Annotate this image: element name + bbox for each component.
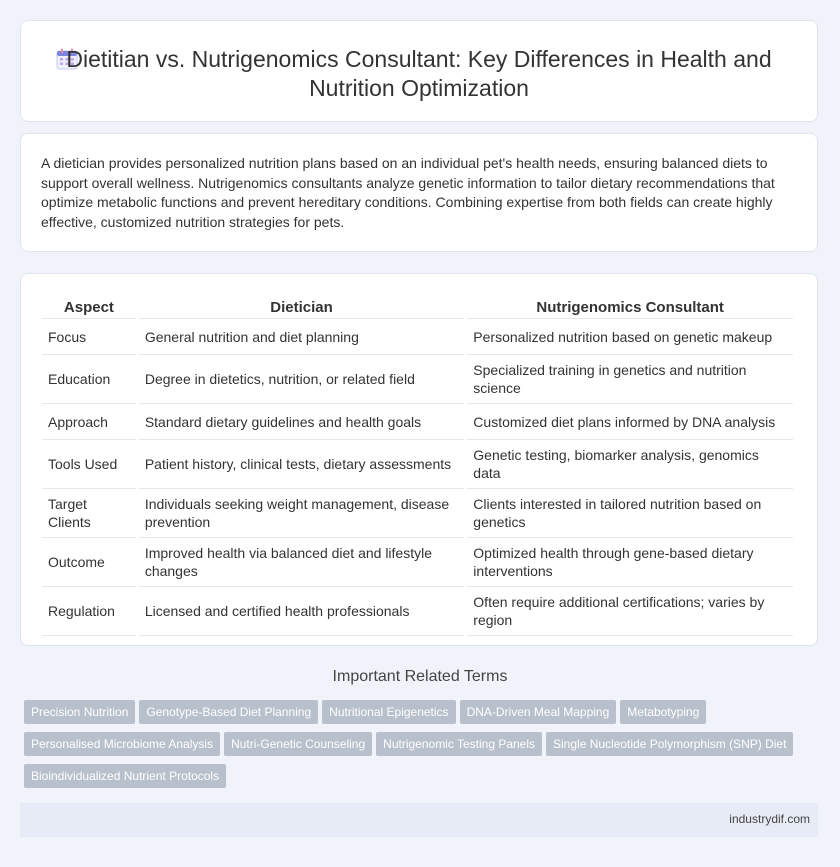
footer-site[interactable]: industrydif.com <box>729 812 810 826</box>
row-aspect: Education <box>42 355 136 404</box>
row-aspect: Focus <box>42 319 136 355</box>
row-nutrigenomics: Personalized nutrition based on genetic makeup <box>467 319 793 355</box>
intro-text: A dietician provides personalized nutrition plans based on an individual pet's health needs, ensuring balanced diets to support overall wellness. Nutrigenomics consultants analyze genetic information to tailor dietary recommendations that optimize metabolic functions and prevent hereditary conditions. Combining expertise from both fields can create highly effective, customized nutrition strategies for pets. <box>41 155 775 230</box>
term-tag[interactable]: Precision Nutrition <box>24 700 135 724</box>
term-tag[interactable]: Genotype-Based Diet Planning <box>139 700 318 724</box>
row-nutrigenomics: Customized diet plans informed by DNA analysis <box>467 404 793 440</box>
term-tag[interactable]: Nutri-Genetic Counseling <box>224 732 372 756</box>
term-tag[interactable]: Single Nucleotide Polymorphism (SNP) Diet <box>546 732 793 756</box>
row-aspect: Regulation <box>42 587 136 636</box>
column-header-nutrigenomics: Nutrigenomics Consultant <box>467 296 793 319</box>
title-card <box>20 20 818 122</box>
page-title: Dietitian vs. Nutrigenomics Consultant: Key Differences in Health and Nutrition Optimization <box>66 46 772 101</box>
row-dietician: Patient history, clinical tests, dietary assessments <box>139 440 464 489</box>
related-terms-list <box>24 700 824 796</box>
footer <box>20 803 818 837</box>
row-dietician: General nutrition and diet planning <box>139 319 464 355</box>
row-dietician: Standard dietary guidelines and health goals <box>139 404 464 440</box>
table-row <box>42 319 793 355</box>
term-tag[interactable]: Personalised Microbiome Analysis <box>24 732 220 756</box>
comparison-table <box>39 296 796 636</box>
term-tag[interactable]: Nutritional Epigenetics <box>322 700 455 724</box>
comparison-table-card <box>20 273 818 646</box>
row-dietician: Licensed and certified health professionals <box>139 587 464 636</box>
row-aspect: Target Clients <box>42 489 136 538</box>
row-nutrigenomics: Specialized training in genetics and nutrition science <box>467 355 793 404</box>
row-dietician: Individuals seeking weight management, disease prevention <box>139 489 464 538</box>
intro-card <box>20 133 818 252</box>
table-row <box>42 440 793 489</box>
table-row <box>42 489 793 538</box>
row-aspect: Tools Used <box>42 440 136 489</box>
column-header-dietician: Dietician <box>139 296 464 319</box>
column-header-aspect: Aspect <box>42 296 136 319</box>
table-row <box>42 587 793 636</box>
table-row <box>42 404 793 440</box>
row-dietician: Improved health via balanced diet and lifestyle changes <box>139 538 464 587</box>
row-aspect: Outcome <box>42 538 136 587</box>
related-terms-heading: Important Related Terms <box>332 668 508 685</box>
term-tag[interactable]: DNA-Driven Meal Mapping <box>460 700 617 724</box>
row-nutrigenomics: Genetic testing, biomarker analysis, genomics data <box>467 440 793 489</box>
term-tag[interactable]: Bioindividualized Nutrient Protocols <box>24 764 226 788</box>
row-nutrigenomics: Clients interested in tailored nutrition based on genetics <box>467 489 793 538</box>
row-nutrigenomics: Often require additional certifications; varies by region <box>467 587 793 636</box>
row-aspect: Approach <box>42 404 136 440</box>
row-dietician: Degree in dietetics, nutrition, or related field <box>139 355 464 404</box>
term-tag[interactable]: Metabotyping <box>620 700 706 724</box>
table-row <box>42 538 793 587</box>
table-row <box>42 355 793 404</box>
term-tag[interactable]: Nutrigenomic Testing Panels <box>376 732 542 756</box>
row-nutrigenomics: Optimized health through gene-based dietary interventions <box>467 538 793 587</box>
